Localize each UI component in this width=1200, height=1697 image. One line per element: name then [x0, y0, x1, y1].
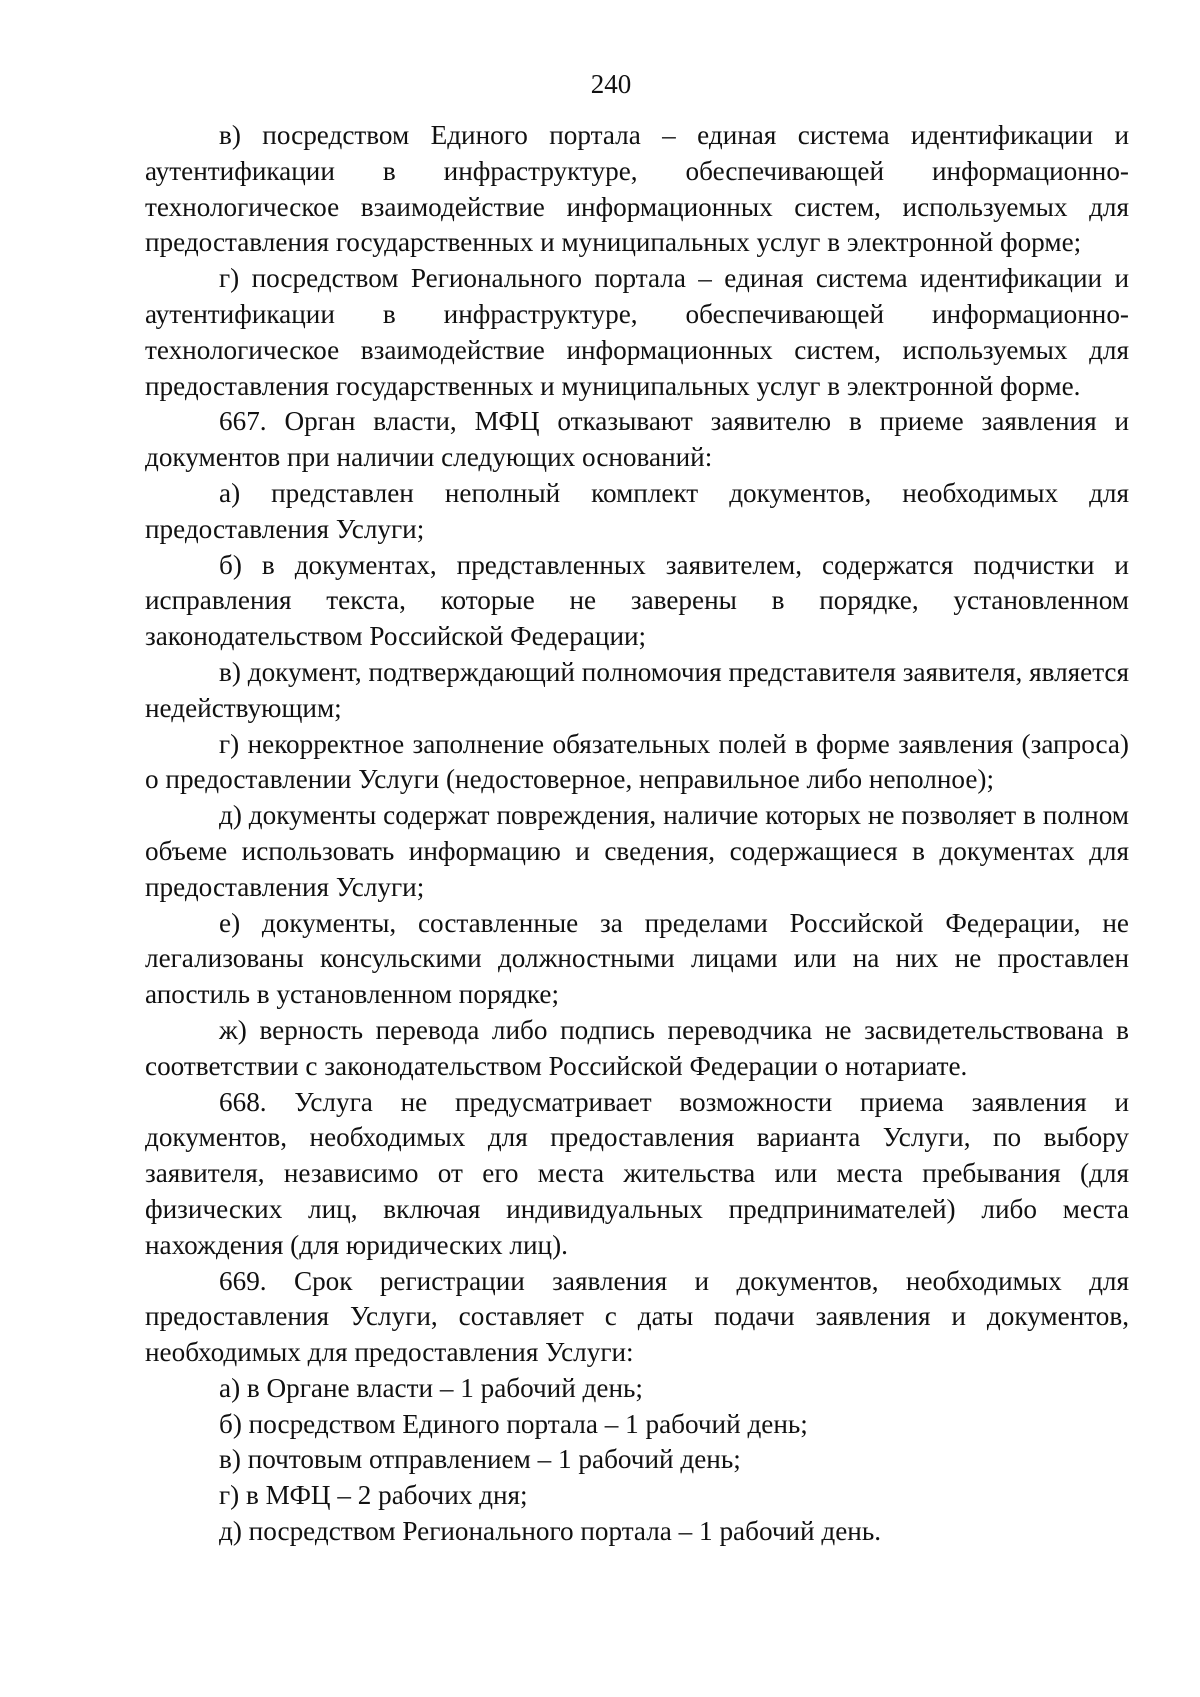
paragraph-667-refusal-grounds: 667. Орган власти, МФЦ отказывают заявителю в приеме заявления и документов при наличии следующих оснований:	[145, 406, 1129, 473]
term-item-v-mail: в) почтовым отправлением – 1 рабочий день;	[219, 1444, 741, 1475]
list-item-b-corrections: б) в документах, представленных заявителем, содержатся подчистки и исправления текста, которые не заверены в порядке, установленном законодательством Российской Федерации;	[145, 549, 1129, 652]
document-body	[145, 118, 1129, 1550]
list-item-v-invalid-authority: в) документ, подтверждающий полномочия представителя заявителя, является недействующим;	[145, 656, 1129, 723]
paragraph-g-regional-portal: г) посредством Регионального портала – единая система идентификации и аутентификации в инфраструктуре, обеспечивающей информационно-технологическое взаимодействие информационных систем, используемых для предоставления государственных и муниципальных услуг в электронной форме.	[145, 263, 1129, 401]
list-item-a-incomplete-documents: а) представлен неполный комплект документов, необходимых для предоставления Услуги;	[145, 477, 1129, 544]
page-number: 240	[590, 69, 632, 99]
list-item-g-incorrect-fields: г) некорректное заполнение обязательных полей в форме заявления (запроса) о предоставлении Услуги (недостоверное, неправильное либо неполное);	[145, 728, 1129, 795]
paragraph-669-registration-term: 669. Срок регистрации заявления и документов, необходимых для предоставления Услуги, составляет с даты подачи заявления и документов, необходимых для предоставления Услуги:	[145, 1265, 1129, 1368]
list-item-e-not-legalized: е) документы, составленные за пределами Российской Федерации, не легализованы консульскими должностными лицами или на них не проставлен апостиль в установленном порядке;	[145, 907, 1129, 1010]
paragraph-668-extraterritorial: 668. Услуга не предусматривает возможности приема заявления и документов, необходимых для предоставления варианта Услуги, по выбору заявителя, независимо от его места жительства или места пребывания (для физических лиц, включая индивидуальных предпринимателей) либо места нахождения (для юридических лиц).	[145, 1086, 1129, 1260]
term-item-g-mfc: г) в МФЦ – 2 рабочих дня;	[219, 1480, 528, 1511]
list-item-zh-translation: ж) верность перевода либо подпись переводчика не засвидетельствована в соответствии с законодательством Российской Федерации о нотариате.	[145, 1014, 1129, 1081]
list-item-d-damaged-documents: д) документы содержат повреждения, наличие которых не позволяет в полном объеме использовать информацию и сведения, содержащиеся в документах для предоставления Услуги;	[145, 800, 1129, 902]
term-item-a-authority: а) в Органе власти – 1 рабочий день;	[219, 1372, 643, 1403]
paragraph-v-unified-portal: в) посредством Единого портала – единая система идентификации и аутентификации в инфраструктуре, обеспечивающей информационно-технологическое взаимодействие информационных систем, используемых для предоставления государственных и муниципальных услуг в электронной форме;	[145, 120, 1129, 258]
term-item-b-unified-portal: б) посредством Единого портала – 1 рабочий день;	[219, 1408, 808, 1439]
term-item-d-regional-portal: д) посредством Регионального портала – 1 рабочий день.	[219, 1516, 882, 1547]
